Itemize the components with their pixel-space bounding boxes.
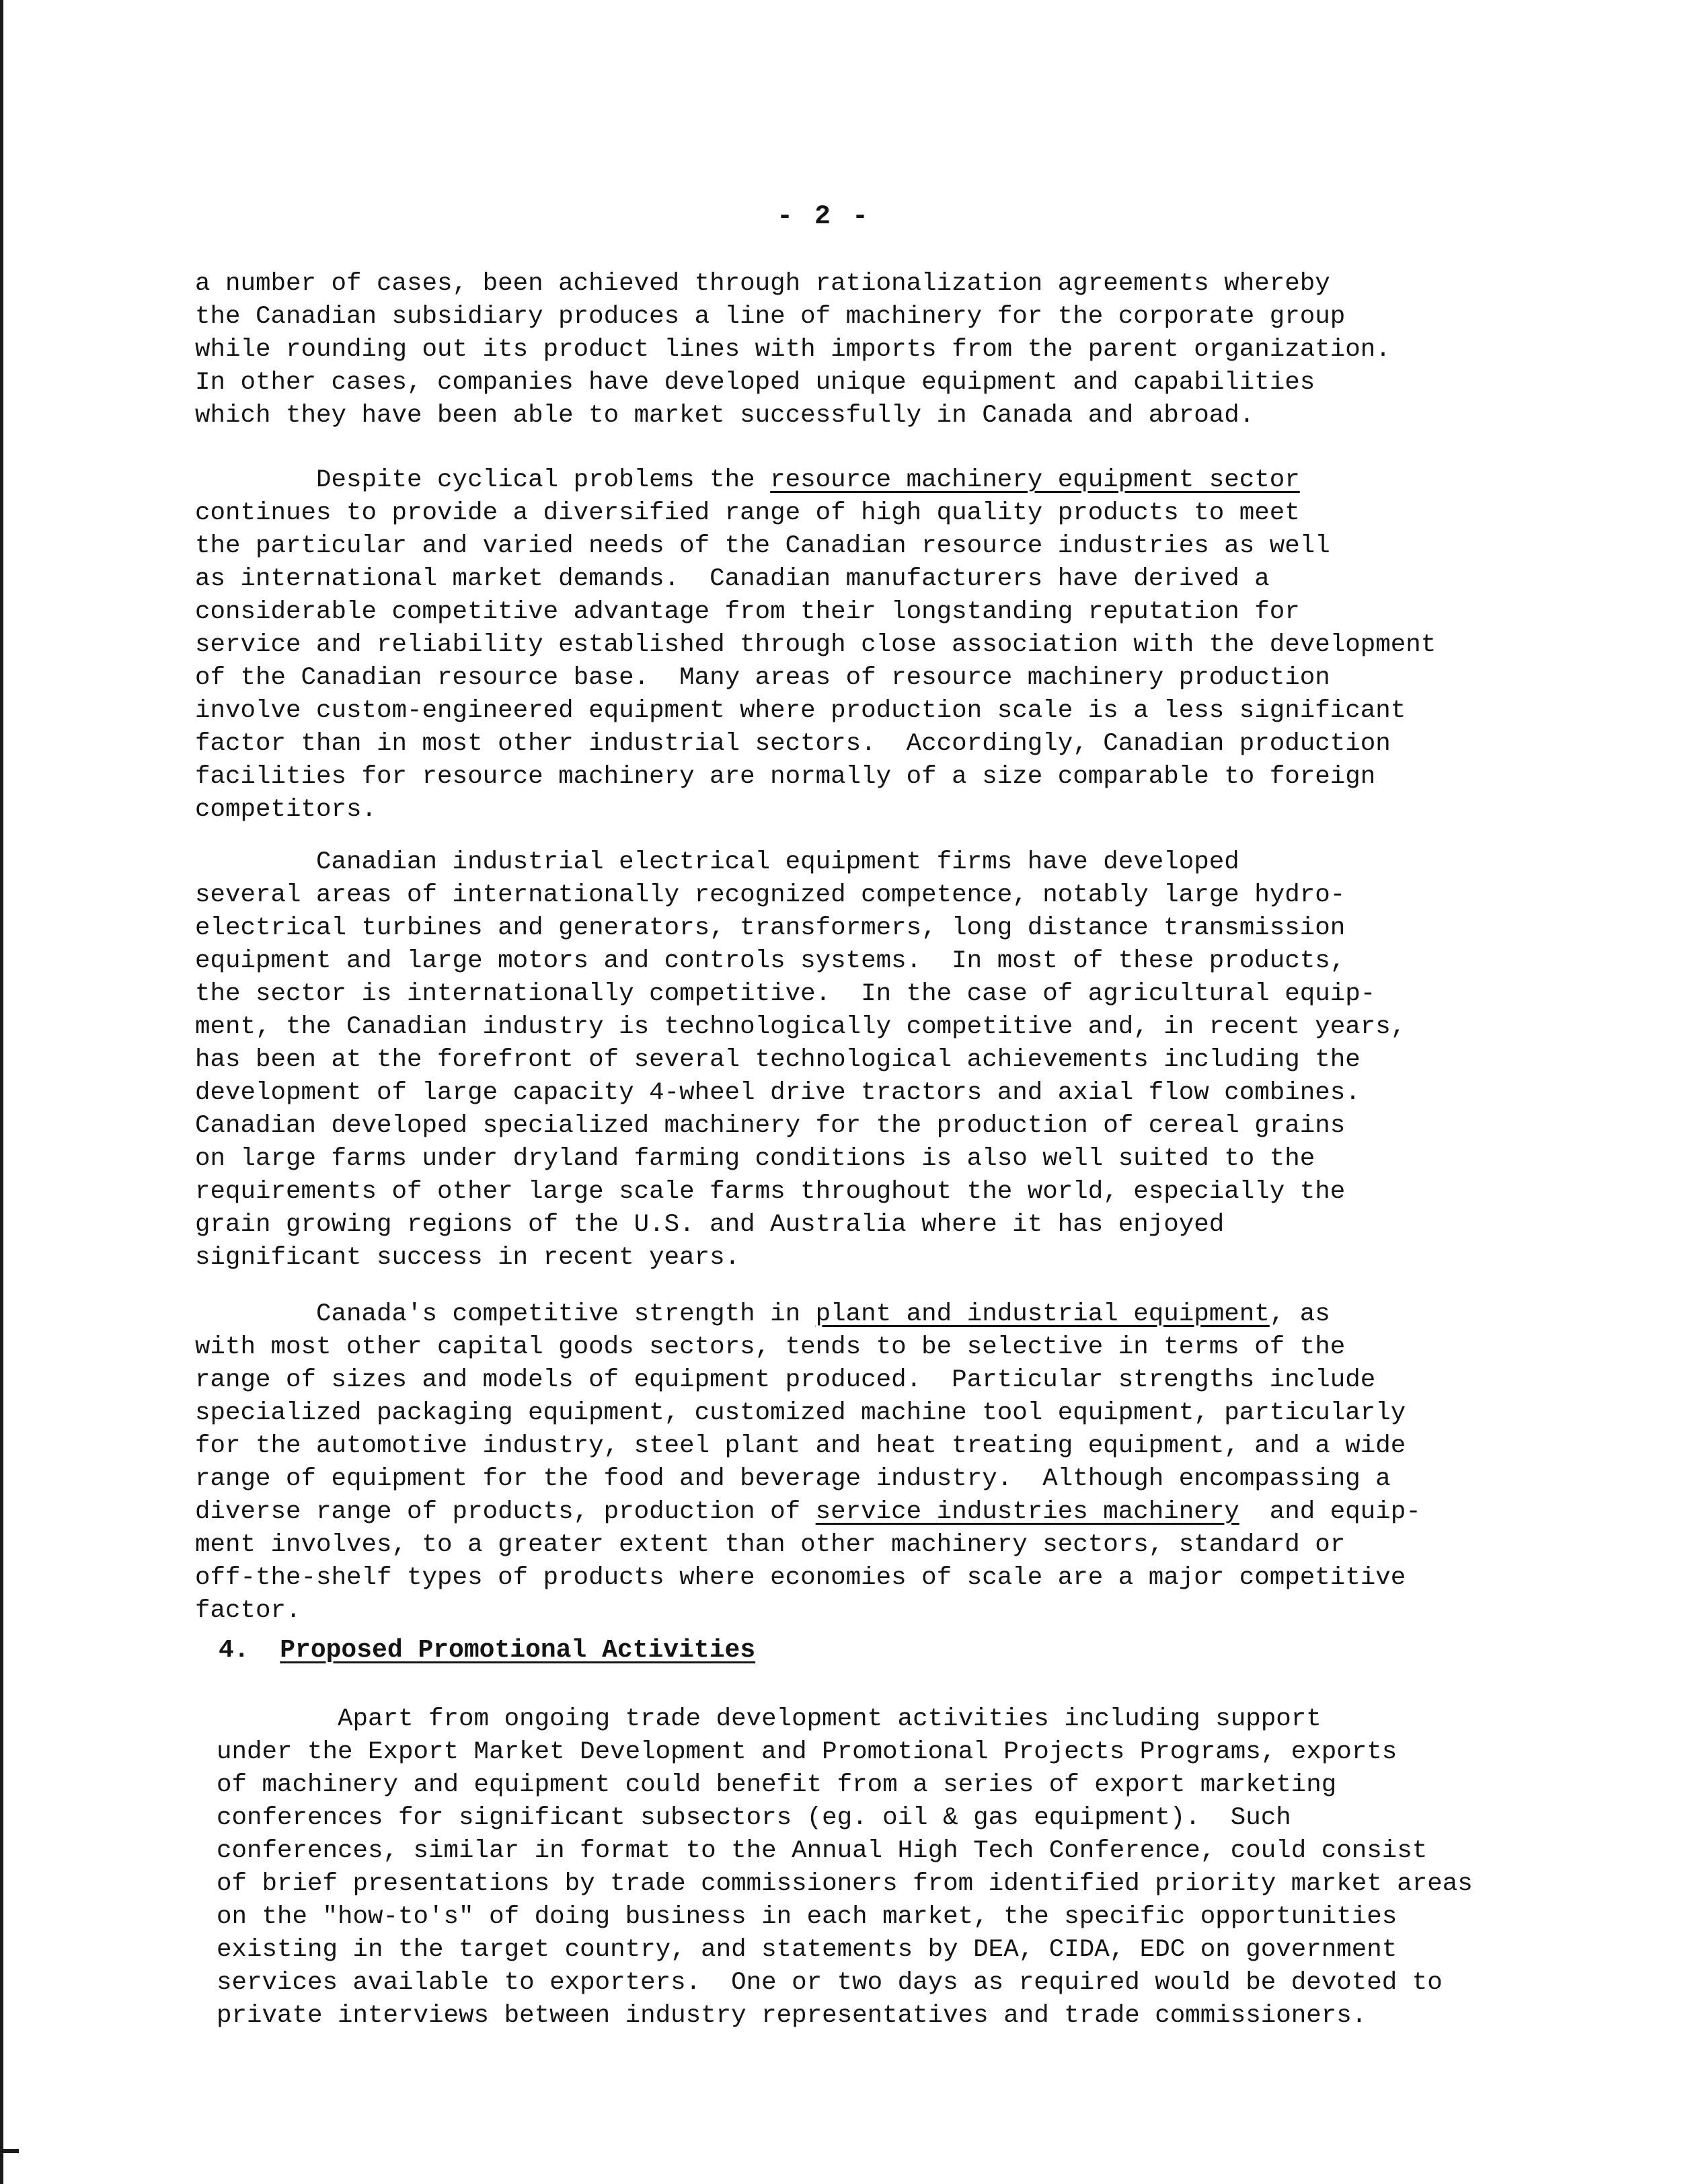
text-line: services available to exporters. One or two days as required would be devoted to <box>217 1969 1443 1997</box>
text-span: and equip- <box>1239 1498 1421 1526</box>
text-line: conferences, similar in format to the Annual High Tech Conference, could consist <box>217 1837 1428 1865</box>
text-span: , as <box>1269 1300 1330 1328</box>
text-span: diverse range of products, production of <box>195 1498 816 1526</box>
text-line: service and reliability established through close association with the development <box>195 631 1437 659</box>
text-line: specialized packaging equipment, customized machine tool equipment, particularly <box>195 1399 1406 1427</box>
page-number: - 2 - <box>776 202 872 232</box>
underlined-term: plant and industrial equipment <box>815 1300 1270 1328</box>
scan-edge-left <box>0 0 3 2184</box>
text-line: factor. <box>195 1597 301 1625</box>
text-line: conferences for significant subsectors (eg. oil & gas equipment). Such <box>217 1804 1291 1832</box>
text-line: off-the-shelf types of products where economies of scale are a major competitive <box>195 1564 1406 1592</box>
text-line: significant success in recent years. <box>195 1244 740 1272</box>
paragraph-5 <box>217 1703 1575 2033</box>
text-line: ment, the Canadian industry is technologically competitive and, in recent years, <box>195 1013 1406 1041</box>
text-line: ment involves, to a greater extent than other machinery sectors, standard or <box>195 1531 1346 1559</box>
text-line <box>195 1496 1554 1529</box>
text-line: while rounding out its product lines with imports from the parent organization. <box>195 336 1391 364</box>
text-line: several areas of internationally recognized competence, notably large hydro- <box>195 881 1346 909</box>
text-line <box>195 464 1554 497</box>
scan-edge-mark <box>0 2149 19 2153</box>
text-line: Apart from ongoing trade development activities including support <box>217 1705 1322 1733</box>
text-line: for the automotive industry, steel plant and heat treating equipment, and a wide <box>195 1432 1406 1460</box>
text-line: range of equipment for the food and beverage industry. Although encompassing a <box>195 1465 1391 1493</box>
text-line: which they have been able to market successfully in Canada and abroad. <box>195 402 1255 430</box>
text-line: Canadian developed specialized machinery for the production of cereal grains <box>195 1112 1346 1140</box>
text-span: Despite cyclical problems the <box>195 466 771 494</box>
text-line: requirements of other large scale farms throughout the world, especially the <box>195 1178 1346 1206</box>
paragraph-1 <box>195 268 1554 432</box>
text-line: Canadian industrial electrical equipment firms have developed <box>195 848 1239 876</box>
text-line: of brief presentations by trade commissioners from identified priority market areas <box>217 1870 1473 1898</box>
text-line: grain growing regions of the U.S. and Australia where it has enjoyed <box>195 1211 1225 1239</box>
text-line: under the Export Market Development and Promotional Projects Programs, exports <box>217 1738 1398 1766</box>
text-line: has been at the forefront of several technological achievements including the <box>195 1046 1361 1074</box>
text-line: on the "how-to's" of doing business in each market, the specific opportunities <box>217 1903 1398 1931</box>
text-line: the Canadian subsidiary produces a line of machinery for the corporate group <box>195 303 1346 331</box>
section-title: Proposed Promotional Activities <box>280 1636 756 1665</box>
text-line: the sector is internationally competitive. In the case of agricultural equip- <box>195 980 1376 1008</box>
text-line: electrical turbines and generators, transformers, long distance transmission <box>195 914 1346 942</box>
text-line: competitors. <box>195 796 377 824</box>
section-number: 4. <box>219 1636 250 1665</box>
text-line: existing in the target country, and statements by DEA, CIDA, EDC on government <box>217 1936 1398 1964</box>
text-line: factor than in most other industrial sectors. Accordingly, Canadian production <box>195 730 1391 758</box>
underlined-term: service industries machinery <box>815 1498 1239 1526</box>
text-span: Canada's competitive strength in <box>195 1300 816 1328</box>
text-line <box>195 1298 1554 1331</box>
paragraph-3 <box>195 846 1554 1275</box>
text-line: private interviews between industry representatives and trade commissioners. <box>217 2002 1367 2030</box>
text-line: of machinery and equipment could benefit from a series of export marketing <box>217 1771 1337 1799</box>
text-line: range of sizes and models of equipment produced. Particular strengths include <box>195 1366 1376 1394</box>
text-line: continues to provide a diversified range of high quality products to meet <box>195 499 1300 527</box>
text-line: with most other capital goods sectors, tends to be selective in terms of the <box>195 1333 1346 1361</box>
text-line: as international market demands. Canadian manufacturers have derived a <box>195 565 1270 593</box>
section-heading <box>219 1636 755 1665</box>
text-line: equipment and large motors and controls systems. In most of these products, <box>195 947 1346 975</box>
underlined-term: resource machinery equipment sector <box>770 466 1300 494</box>
text-line: considerable competitive advantage from their longstanding reputation for <box>195 598 1300 626</box>
text-line: a number of cases, been achieved through rationalization agreements whereby <box>195 270 1330 298</box>
text-line: on large farms under dryland farming conditions is also well suited to the <box>195 1145 1315 1173</box>
paragraph-2 <box>195 464 1554 827</box>
text-line: facilities for resource machinery are normally of a size comparable to foreign <box>195 763 1376 791</box>
text-line: of the Canadian resource base. Many areas of resource machinery production <box>195 664 1330 692</box>
text-line: involve custom-engineered equipment where production scale is a less significant <box>195 697 1406 725</box>
text-line: the particular and varied needs of the Canadian resource industries as well <box>195 532 1330 560</box>
text-line: development of large capacity 4-wheel drive tractors and axial flow combines. <box>195 1079 1361 1107</box>
text-line: In other cases, companies have developed unique equipment and capabilities <box>195 369 1315 397</box>
paragraph-4 <box>195 1298 1554 1628</box>
